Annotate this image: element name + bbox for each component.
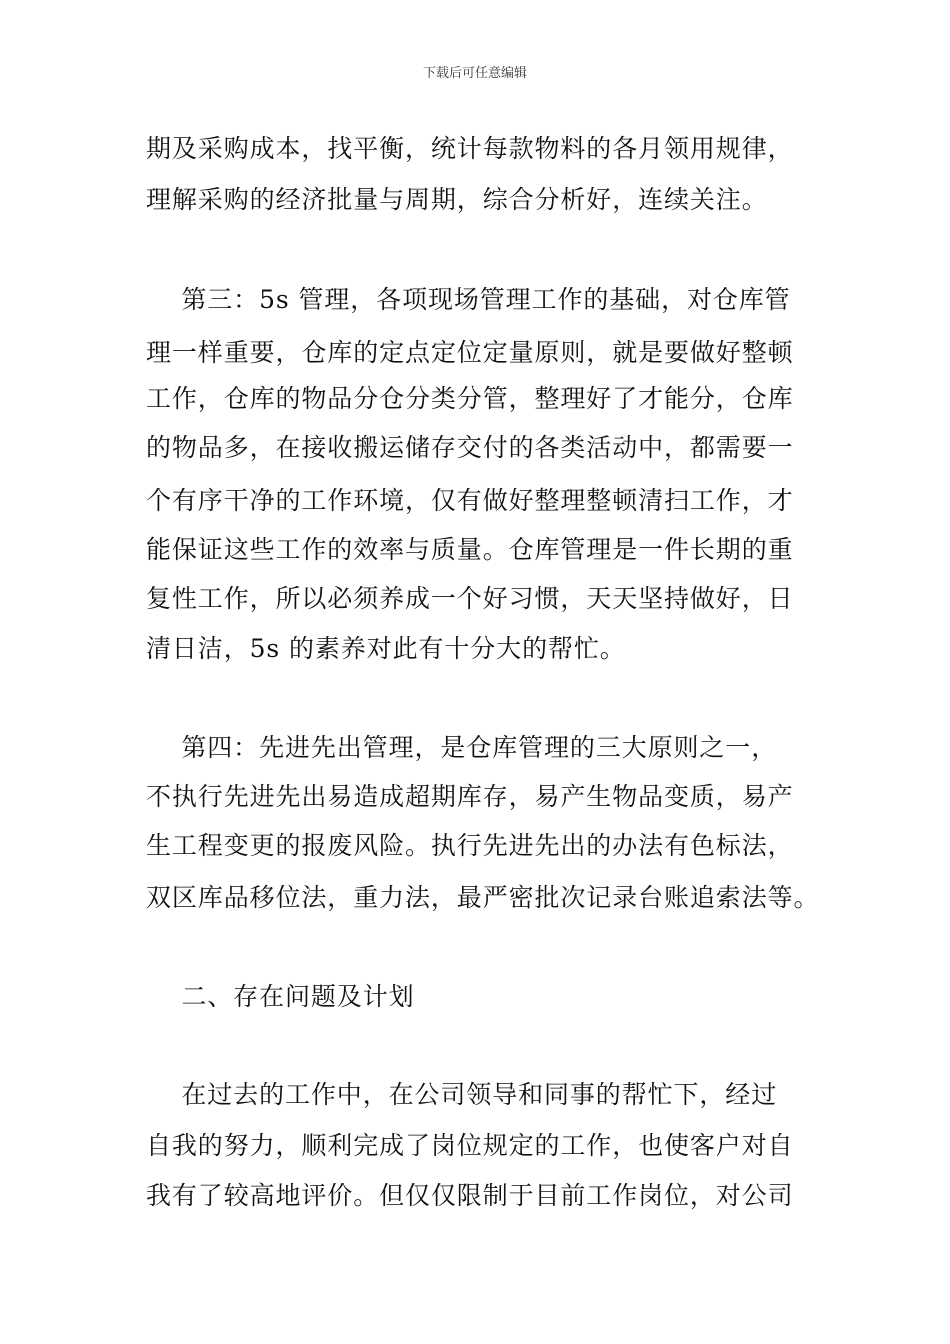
page-header: 下载后可任意编辑 <box>422 66 527 81</box>
text-line: 个有序干净的工作环境，仅有做好整理整顿清扫工作，才 <box>146 486 794 515</box>
text-line: 我有了较高地评价。但仅仅限制于目前工作岗位，对公司 <box>146 1181 794 1210</box>
text-line: 不执行先进先出易造成超期库存，易产生物品变质，易产 <box>146 782 794 811</box>
text-line: 的物品多，在接收搬运储存交付的各类活动中，都需要一 <box>146 433 794 462</box>
section-heading: 二、存在问题及计划 <box>146 982 415 1011</box>
paragraph-start-line: 第四：先进先出管理，是仓库管理的三大原则之一， <box>146 733 778 762</box>
text-line: 期及采购成本，找平衡，统计每款物料的各月领用规律， <box>146 134 794 163</box>
text-line: 理一样重要，仓库的定点定位定量原则，就是要做好整顿 <box>146 338 794 367</box>
text-line: 工作，仓库的物品分仓分类分管，整理好了才能分，仓库 <box>146 384 794 413</box>
text-line: 复性工作，所以必须养成一个好习惯，天天坚持做好，日 <box>146 584 794 613</box>
text-line: 双区库品移位法，重力法，最严密批次记录台账追索法等。 <box>146 883 820 912</box>
paragraph-start-line: 第三：5s 管理，各项现场管理工作的基础，对仓库管 <box>146 285 791 314</box>
text-line: 自我的努力，顺利完成了岗位规定的工作，也使客户对自 <box>146 1131 794 1160</box>
text-line: 理解采购的经济批量与周期，综合分析好，连续关注。 <box>146 185 768 214</box>
paragraph-start-line: 在过去的工作中，在公司领导和同事的帮忙下，经过 <box>146 1080 778 1109</box>
text-line: 能保证这些工作的效率与质量。仓库管理是一件长期的重 <box>146 535 794 564</box>
text-line: 清日洁，5s 的素养对此有十分大的帮忙。 <box>146 634 626 663</box>
text-line: 生工程变更的报废风险。执行先进先出的办法有色标法， <box>146 831 794 860</box>
